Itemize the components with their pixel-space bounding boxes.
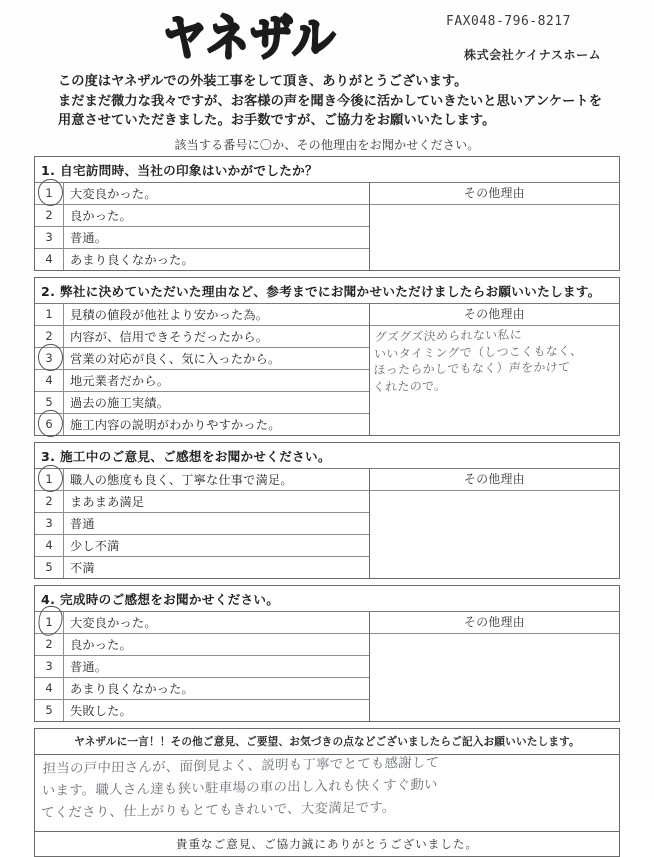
yanezaru-logo: ヤネザル xyxy=(163,10,336,67)
handwritten-line: いいタイミングで（しつこくもなく、 xyxy=(373,343,583,361)
handwritten-circle-icon xyxy=(36,178,64,208)
option-label: あまり良くなかった。 xyxy=(70,253,194,267)
other-reason-field[interactable] xyxy=(370,326,619,435)
options-area xyxy=(35,304,619,436)
option-number[interactable]: 5 xyxy=(35,557,64,578)
handwritten-answer xyxy=(373,325,615,395)
option-number[interactable]: 2 xyxy=(35,205,64,226)
option-label: 地元業者だから。 xyxy=(70,374,170,388)
handwritten-line: てくださり、仕上がりもとてもきれいで、大変満足です。 xyxy=(40,800,396,822)
instruction-line: 該当する番号に〇か、その他理由をお聞かせください。 xyxy=(174,138,480,152)
option-label: まあまあ満足 xyxy=(70,495,145,509)
option-number[interactable]: 3 xyxy=(35,513,64,534)
option-row[interactable] xyxy=(35,612,369,634)
option-label: 少し不満 xyxy=(70,539,120,553)
option-label: 不満 xyxy=(70,561,95,575)
company-name: 株式会社ケイナスホーム xyxy=(464,48,602,62)
option-label: 見積の値段が他社より安かった為。 xyxy=(70,308,269,322)
option-row[interactable] xyxy=(35,469,369,491)
survey-form xyxy=(34,156,620,857)
option-row[interactable] xyxy=(35,227,369,249)
option-number[interactable]: 4 xyxy=(35,370,64,391)
option-label: あまり良くなかった。 xyxy=(70,682,194,696)
option-number[interactable]: 1 xyxy=(35,612,64,633)
free-comment-block xyxy=(34,728,620,857)
option-label: 良かった。 xyxy=(70,209,132,223)
other-reason-header: その他理由 xyxy=(370,612,619,634)
option-number[interactable]: 5 xyxy=(35,700,64,721)
option-label: 失敗した。 xyxy=(70,704,132,718)
question-text: 完成時のご感想をお聞かせください。 xyxy=(60,592,280,607)
option-number[interactable]: 3 xyxy=(35,227,64,248)
question-number: 1. xyxy=(41,163,56,178)
handwritten-line: います。職人さん達も狭い駐車場の車の出し入れも快くすぐ動い xyxy=(41,777,439,800)
option-row[interactable] xyxy=(35,348,369,370)
handwritten-circle-icon xyxy=(36,343,64,373)
option-row[interactable] xyxy=(35,205,369,227)
option-label: 営業の対応が良く、気に入ったから。 xyxy=(70,352,281,366)
option-number[interactable]: 1 xyxy=(35,469,64,490)
option-column xyxy=(35,469,370,578)
intro-line-3: 用意させていただきました。お手数ですが、ご協力をお願いいたします。 xyxy=(58,113,496,128)
option-label: 大変良かった。 xyxy=(70,187,157,201)
option-row[interactable] xyxy=(35,392,369,414)
option-number[interactable]: 4 xyxy=(35,535,64,556)
option-row[interactable] xyxy=(35,557,369,578)
intro-line-1: この度はヤネザルでの外装工事をして頂き、ありがとうございます。 xyxy=(58,74,468,89)
handwritten-line: グズグズ決められない私に xyxy=(374,327,523,345)
option-column xyxy=(35,612,370,721)
question-block xyxy=(34,156,620,271)
free-comment-prompt: ヤネザルに一言！！その他ご意見、ご要望、お気づきの点などございましたらご記入お願いいたします。 xyxy=(35,729,619,755)
handwritten-line: 担当の戸中田さんが、面倒見よく、説明も丁寧でとても感謝して xyxy=(42,755,440,778)
handwritten-line: ほったらかしでもなく）声をかけて xyxy=(373,359,571,378)
options-area xyxy=(35,612,619,722)
option-row[interactable] xyxy=(35,634,369,656)
question-text: 自宅訪問時、当社の印象はいかがでしたか？ xyxy=(60,163,318,178)
option-number[interactable]: 5 xyxy=(35,392,64,413)
option-number[interactable]: 4 xyxy=(35,678,64,699)
question-number: 4. xyxy=(41,592,56,607)
handwritten-comment xyxy=(41,750,613,825)
option-row[interactable] xyxy=(35,370,369,392)
question-title xyxy=(35,157,619,183)
option-column xyxy=(35,183,370,270)
other-reason-column xyxy=(370,183,619,270)
other-reason-header: その他理由 xyxy=(370,469,619,491)
option-column xyxy=(35,304,370,435)
option-number[interactable]: 2 xyxy=(35,326,64,347)
option-label: 普通。 xyxy=(70,231,108,245)
other-reason-column xyxy=(370,469,619,578)
option-row[interactable] xyxy=(35,304,369,326)
question-title xyxy=(35,443,619,469)
option-number[interactable]: 4 xyxy=(35,249,64,270)
option-number[interactable]: 6 xyxy=(35,414,64,435)
option-label: 良かった。 xyxy=(70,638,132,652)
question-title xyxy=(35,278,619,304)
option-row[interactable] xyxy=(35,513,369,535)
question-block xyxy=(34,442,620,579)
option-label: 普通 xyxy=(70,517,95,531)
other-reason-header: その他理由 xyxy=(370,304,619,326)
option-label: 職人の態度も良く、丁寧な仕事で満足。 xyxy=(70,473,293,487)
handwritten-circle-icon xyxy=(36,464,64,494)
option-row[interactable] xyxy=(35,183,369,205)
option-row[interactable] xyxy=(35,535,369,557)
intro-line-2: まだまだ微力な我々ですが、お客様の声を聞き今後に活かしていきたいと思いアンケートを xyxy=(58,93,602,109)
option-number[interactable]: 2 xyxy=(35,634,64,655)
option-number[interactable]: 3 xyxy=(35,656,64,677)
option-row[interactable] xyxy=(35,491,369,513)
question-block xyxy=(34,277,620,436)
option-label: 過去の施工実績。 xyxy=(70,396,170,410)
option-row[interactable] xyxy=(35,249,369,270)
option-label: 普通。 xyxy=(70,660,108,674)
handwritten-line: くれたので。 xyxy=(372,378,447,394)
option-row[interactable] xyxy=(35,700,369,721)
free-comment-field[interactable] xyxy=(35,755,619,832)
option-number[interactable]: 1 xyxy=(35,183,64,204)
option-label: 施工内容の説明がわかりやすかった。 xyxy=(70,418,281,432)
intro-paragraph xyxy=(58,72,618,131)
other-reason-header: その他理由 xyxy=(370,183,619,205)
question-number: 3. xyxy=(41,449,56,464)
question-text: 弊社に決めていただいた理由など、参考までにお聞かせいただけましたらお願いいたします。 xyxy=(60,284,601,299)
other-reason-field[interactable] xyxy=(370,205,619,270)
option-number[interactable]: 3 xyxy=(35,348,64,369)
fax-number: FAX048-796-8217 xyxy=(446,14,571,29)
question-title xyxy=(35,586,619,612)
option-row[interactable] xyxy=(35,414,369,435)
option-label: 内容が、信用できそうだったから。 xyxy=(70,330,269,344)
other-reason-field[interactable] xyxy=(370,491,619,578)
question-number: 2. xyxy=(41,284,56,299)
option-row[interactable] xyxy=(35,656,369,678)
option-row[interactable] xyxy=(35,678,369,700)
option-row[interactable] xyxy=(35,326,369,348)
question-text: 施工中のご意見、ご感想をお聞かせください。 xyxy=(60,449,331,464)
other-reason-column xyxy=(370,304,619,435)
question-block xyxy=(34,585,620,722)
option-label: 大変良かった。 xyxy=(70,616,157,630)
options-area xyxy=(35,183,619,271)
thanks-line: 貴重なご意見、ご協力誠にありがとうございました。 xyxy=(35,832,619,857)
other-reason-column xyxy=(370,612,619,721)
option-number[interactable]: 1 xyxy=(35,304,64,325)
option-number[interactable]: 2 xyxy=(35,491,64,512)
page-header xyxy=(0,0,654,66)
options-area xyxy=(35,469,619,579)
other-reason-field[interactable] xyxy=(370,634,619,721)
handwritten-circle-icon xyxy=(36,409,64,439)
